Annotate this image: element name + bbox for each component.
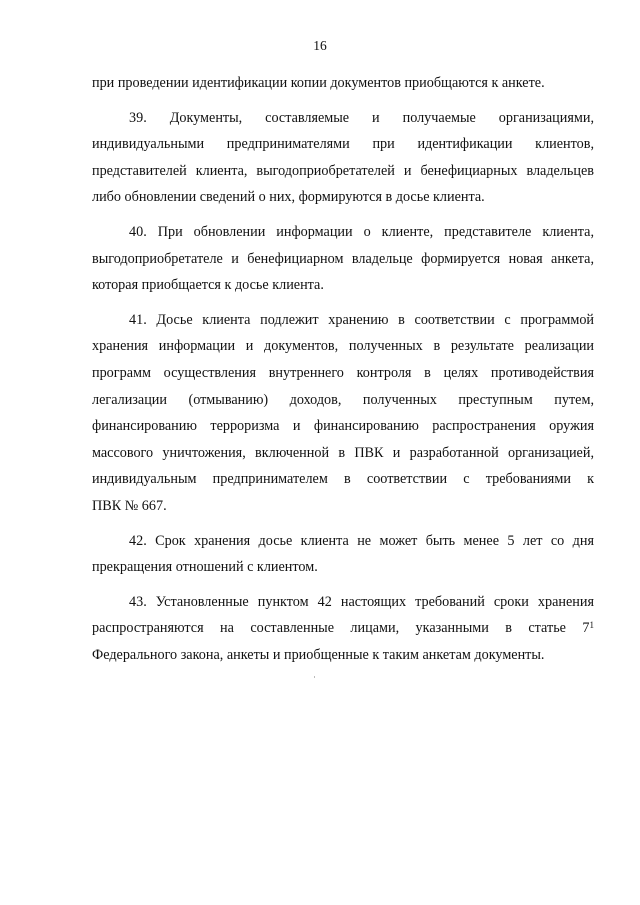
superscript-mark: 1	[589, 620, 594, 631]
text-line: представителей клиента, выгодоприобретателей и бенефициарных владельцев	[92, 162, 594, 179]
paragraph-43	[92, 589, 594, 669]
text-line: выгодоприобретателе и бенефициарном владельце формируется новая анкета,	[92, 250, 594, 267]
text-line: Федерального закона, анкеты и приобщенные к таким анкетам документы.	[92, 646, 545, 663]
text-line: при проведении идентификации копии документов приобщаются к анкете.	[92, 75, 545, 91]
text-line: индивидуальным предпринимателем в соответствии с требованиями к	[92, 471, 594, 488]
text-line: либо обновлении сведений о них, формируются в досье клиента.	[92, 189, 485, 206]
text-line: легализации (отмыванию) доходов, полученных преступным путем,	[92, 391, 594, 408]
text-line: 43. Установленные пунктом 42 настоящих требований сроки хранения	[129, 593, 594, 610]
text-line: хранения информации и документов, полученных в результате реализации	[92, 338, 594, 355]
paragraph-40	[92, 219, 594, 299]
text-line: индивидуальными предпринимателями при идентификации клиентов,	[92, 136, 594, 153]
paragraph-41	[92, 307, 594, 520]
text-line: 39. Документы, составляемые и получаемые организациями,	[129, 109, 594, 126]
page-number: 16	[313, 38, 327, 53]
paragraph-42	[92, 528, 594, 581]
text-line-with-footnote	[92, 615, 594, 642]
text-line: 40. При обновлении информации о клиенте, представителе клиента,	[129, 223, 594, 240]
text-line: 41. Досье клиента подлежит хранению в соответствии с программой	[129, 311, 594, 328]
text-line: программ осуществления внутреннего контроля в целях противодействия	[92, 364, 594, 381]
document-body	[92, 70, 594, 668]
paragraph-39	[92, 105, 594, 211]
text-line: прекращения отношений с клиентом.	[92, 559, 318, 576]
paragraph-continuation	[92, 70, 594, 97]
text-line: массового уничтожения, включенной в ПВК и разработанной организацией,	[92, 444, 594, 461]
text-line: которая приобщается к досье клиента.	[92, 277, 324, 294]
text-line: финансированию терроризма и финансированию распространения оружия	[92, 418, 594, 435]
text-line: ПВК № 667.	[92, 497, 167, 514]
text-line: распространяются на составленные лицами, указанными в статье 7	[92, 620, 590, 637]
scan-speck	[314, 676, 315, 678]
text-line: 42. Срок хранения досье клиента не может быть менее 5 лет со дня	[129, 532, 594, 549]
